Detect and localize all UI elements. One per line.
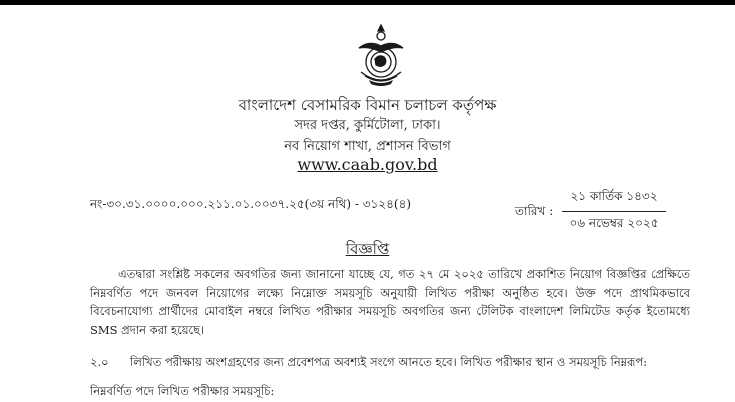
caab-emblem-icon — [355, 22, 407, 88]
department-name: নব নিয়োগ শাখা, প্রশাসন বিভাগ — [284, 139, 451, 154]
organization-address: সদর দপ্তর, কুর্মিটোলা, ঢাকা। — [294, 118, 441, 133]
item-number: ২.০ — [90, 355, 109, 369]
date-gregorian: ০৬ নভেম্বর ২০২৫ — [569, 216, 659, 230]
schedule-heading: নিম্নবর্ণিত পদে লিখিত পরীক্ষার সময়সূচি: — [90, 384, 275, 398]
date-label: তারিখ : — [515, 204, 554, 218]
organization-name: বাংলাদেশ বেসামরিক বিমান চলাচল কর্তৃপক্ষ — [238, 96, 497, 114]
date-bangla: ২১ কার্তিক ১৪৩২ — [562, 188, 666, 212]
notice-title-row — [0, 238, 735, 263]
notice-paragraph-block — [90, 265, 690, 339]
date-block — [562, 188, 666, 235]
notice-title: বিজ্ঞপ্তি — [345, 240, 390, 258]
memo-number: নং-৩০.৩১.০০০০.০০০.২১১.০১.০০৩৭.২৫(৩য় নথি) - ৩১২৪(৪) — [90, 197, 412, 211]
website-link[interactable]: www.caab.gov.bd — [297, 155, 438, 174]
numbered-item — [90, 354, 647, 373]
notice-paragraph: এতদ্বারা সংশ্লিষ্ট সকলের অবগতির জন্য জানানো যাচ্ছে যে, গত ২৭ মে ২০২৫ তারিখে প্রকাশিত নিয়োগ বিজ্ঞপ্তির প্রেক্ষিতে নিম্নবর্ণিত পদে জনবল নিয়োগের লক্ষ্যে নিম্নোক্ত সময়সূচি অনুযায়ী লিখিত পরীক্ষা অনুষ্ঠিত হবে। উক্ত পদে প্রাথমিকভাবে বিবেচনাযোগ্য প্রার্থীদের মোবাইল নম্বরে লিখিত পরীক্ষার সময়সূচি অবগতির জন্য টেলিটক বাংলাদেশ লিমিটেড কর্তৃক ইতোমধ্যে SMS প্রদান করা হয়েছে। — [90, 267, 690, 337]
top-border — [0, 0, 735, 5]
item-text: লিখিত পরীক্ষায় অংশগ্রহণের জন্য প্রবেশপত্র অবশ্যই সংগে আনতে হবে। লিখিত পরীক্ষার স্থান ও সময়সূচি নিম্নরূপ: — [130, 355, 648, 369]
